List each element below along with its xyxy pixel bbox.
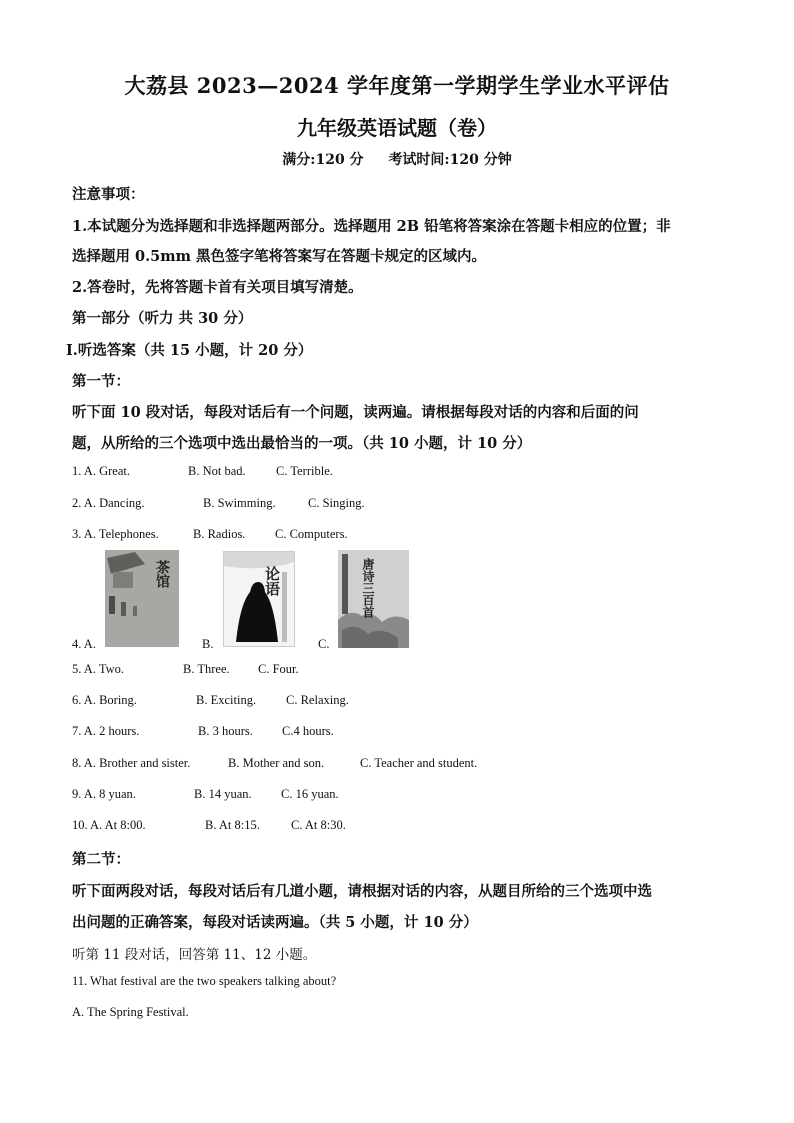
score-info: 满分:120 分 bbox=[282, 152, 364, 168]
sub2-heading: 第二节： bbox=[72, 851, 130, 868]
question-5 bbox=[72, 662, 299, 677]
sub2-instruction-line-1: 听下面两段对话，每段对话后有几道小题，请根据对话的内容，从题目所给的三个选项中选 bbox=[72, 883, 652, 900]
option-c: C. 16 yuan. bbox=[281, 787, 339, 801]
option-b: B. 3 hours. bbox=[198, 724, 253, 738]
question-1 bbox=[72, 464, 333, 479]
option-a: 6. A. Boring. bbox=[72, 693, 137, 707]
option-a: 3. A. Telephones. bbox=[72, 527, 159, 541]
sub1-instruction-line-2: 题，从所给的三个选项中选出最恰当的一项。（共 10 小题，计 10 分） bbox=[72, 435, 532, 452]
option-b: B. bbox=[202, 637, 214, 651]
sub2-lead: 听第 11 段对话，回答第 11、12 小题。 bbox=[72, 947, 317, 963]
option-a: 8. A. Brother and sister. bbox=[72, 756, 191, 770]
book-cover-chaguan bbox=[105, 550, 179, 647]
option-c: C. Terrible. bbox=[276, 464, 333, 478]
question-6 bbox=[72, 693, 349, 708]
option-a: 5. A. Two. bbox=[72, 662, 125, 676]
cover-art-icon bbox=[224, 552, 294, 646]
question-2 bbox=[72, 496, 365, 511]
sub1-heading: 第一节： bbox=[72, 373, 130, 390]
option-b: B. Exciting. bbox=[196, 693, 257, 707]
option-b: B. Not bad. bbox=[188, 464, 246, 478]
book-cover-lunyu bbox=[223, 551, 295, 647]
option-c: C. bbox=[318, 637, 330, 651]
option-c: C. Four. bbox=[258, 662, 299, 676]
option-a: 4. A. bbox=[72, 637, 96, 651]
question-9 bbox=[72, 787, 339, 802]
cover-title: 唐诗三百首 bbox=[361, 558, 375, 618]
option-c: C. Singing. bbox=[308, 496, 365, 510]
option-b: B. Mother and son. bbox=[228, 756, 325, 770]
notes-item-2: 2.答卷时，先将答题卡首有关项目填写清楚。 bbox=[72, 279, 363, 296]
option-a: 10. A. At 8:00. bbox=[72, 818, 146, 832]
notes-heading: 注意事项： bbox=[72, 186, 145, 203]
option-b: B. Three. bbox=[183, 662, 230, 676]
question-10 bbox=[72, 818, 346, 833]
option-c: C.4 hours. bbox=[282, 724, 334, 738]
option-a: 7. A. 2 hours. bbox=[72, 724, 140, 738]
book-cover-tangshi bbox=[338, 550, 409, 648]
option-c: C. At 8:30. bbox=[291, 818, 346, 832]
option-c: C. Computers. bbox=[275, 527, 348, 541]
option-b: B. At 8:15. bbox=[205, 818, 260, 832]
cover-title: 茶馆 bbox=[154, 560, 170, 588]
question-11: 11. What festival are the two speakers talking about? bbox=[72, 974, 337, 988]
question-7 bbox=[72, 724, 334, 739]
question-4 bbox=[72, 637, 329, 652]
sub2-instruction-line-2: 出问题的正确答案，每段对话读两遍。（共 5 小题，计 10 分） bbox=[72, 914, 478, 931]
exam-subtitle: 九年级英语试题（卷） bbox=[297, 116, 497, 140]
cover-title: 论语 bbox=[263, 566, 281, 596]
section1-heading: Ⅰ.听选答案（共 15 小题，计 20 分） bbox=[66, 342, 313, 359]
question-3 bbox=[72, 527, 348, 542]
option-b: B. 14 yuan. bbox=[194, 787, 252, 801]
exam-title: 大荔县 2023—2024 学年度第一学期学生学业水平评估 bbox=[124, 73, 670, 98]
part1-heading: 第一部分（听力 共 30 分） bbox=[72, 310, 253, 327]
question-11-option-a: A. The Spring Festival. bbox=[72, 1005, 189, 1019]
time-info: 考试时间:120 分钟 bbox=[388, 152, 512, 168]
option-a: 9. A. 8 yuan. bbox=[72, 787, 136, 801]
option-c: C. Teacher and student. bbox=[360, 756, 478, 770]
option-c: C. Relaxing. bbox=[286, 693, 349, 707]
option-a: 2. A. Dancing. bbox=[72, 496, 145, 510]
exam-meta bbox=[0, 149, 794, 169]
notes-item-1-line-2: 选择题用 0.5mm 黑色签字笔将答案写在答题卡规定的区域内。 bbox=[72, 248, 487, 265]
option-b: B. Swimming. bbox=[203, 496, 276, 510]
sub1-instruction-line-1: 听下面 10 段对话，每段对话后有一个问题，读两遍。请根据每段对话的内容和后面的问 bbox=[72, 404, 639, 421]
notes-item-1-line-1: 1.本试题分为选择题和非选择题两部分。选择题用 2B 铅笔将答案涂在答题卡相应的位置；非 bbox=[72, 218, 671, 235]
option-a: 1. A. Great. bbox=[72, 464, 130, 478]
question-8 bbox=[72, 756, 477, 771]
option-b: B. Radios. bbox=[193, 527, 246, 541]
